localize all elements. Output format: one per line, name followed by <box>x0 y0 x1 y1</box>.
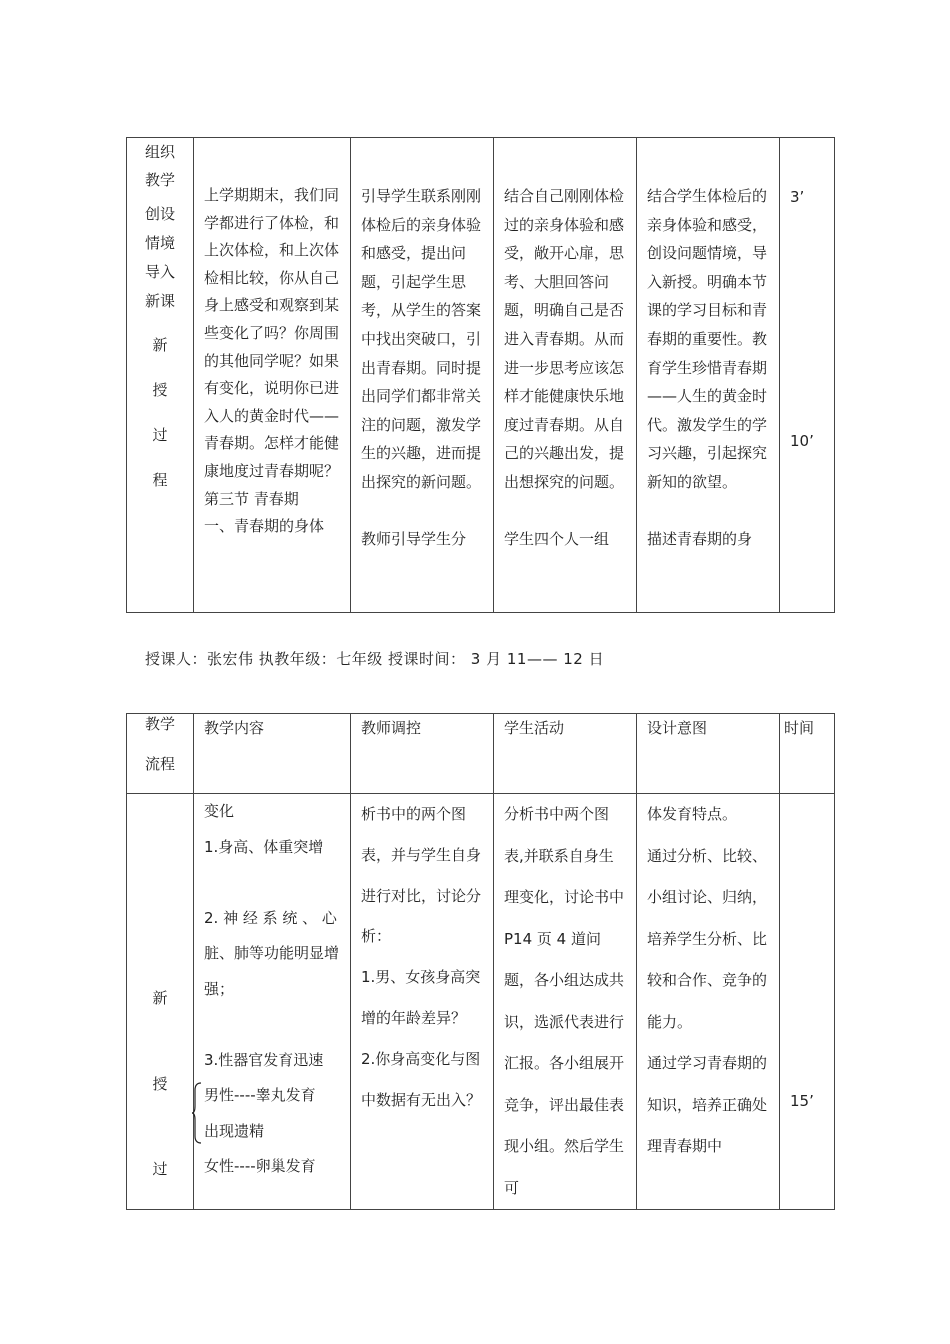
time-cell-2 <box>780 794 835 1210</box>
header-flow-label: 教学 流程 <box>144 715 175 773</box>
flow-cell <box>127 138 194 613</box>
time-10min: 10’ <box>790 432 814 450</box>
header-content <box>194 714 351 794</box>
header-student-label: 学生活动 <box>504 719 565 737</box>
header-time-label: 时间 <box>784 719 815 737</box>
student-cell-2 <box>494 794 637 1210</box>
student-cell <box>494 138 637 613</box>
content-text: 上学期期末，我们同学都进行了体检，和上次体检，和上次体检相比较，你从自己身上感受和观察到某些变化了吗？你周围的其他同学呢？如果有变化，说明你已进入人的黄金时代——青春期。怎样才能健康地度过青春期呢？ 第三节 青春期 一、青春期的身体 <box>204 186 340 536</box>
teacher-cell <box>351 138 494 613</box>
teacher-cell-2 <box>351 794 494 1210</box>
header-time <box>780 714 835 794</box>
design-cell-2 <box>637 794 780 1210</box>
teacher-text-2: 析书中的两个图表，并与学生自身进行对比，讨论分析： 1.男、女孩身高突增的年龄差异？ 2.你身高变化与图中数据有无出入？ <box>361 805 482 1109</box>
header-teacher <box>351 714 494 794</box>
content-cell <box>194 138 351 613</box>
flow-new-lesson: 新 授 过 程 <box>152 336 168 489</box>
design-text-2: 体发育特点。 通过分析、比较、小组讨论、归纳，培养学生分析、比较和合作、竞争的能力。 通过学习青春期的知识，培养正确处理青春期中 <box>647 805 768 1155</box>
header-student <box>494 714 637 794</box>
lesson-table-2 <box>126 713 835 1210</box>
student-text: 结合自己刚刚体检过的亲身体验和感受，敞开心扉，思考、大胆回答问题，明确自己是否进入青春期。从而进一步思考应该怎样才能健康快乐地度过青春期。从自己的兴趣出发，提出想探究的问题。 学生四个人一组 <box>504 187 625 549</box>
design-cell <box>637 138 780 613</box>
student-text-2: 分析书中两个图表,并联系自身生理变化，讨论书中 P14 页 4 道问题，各小组达成共识，选派代表进行汇报。各小组展开竞争，评出最佳表现小组。然后学生可 <box>504 805 625 1197</box>
header-content-label: 教学内容 <box>204 719 265 737</box>
flow-new-lesson-2: 新 授 过 <box>152 989 168 1178</box>
design-text: 结合学生体检后的亲身体验和感受，创设问题情境，导入新授。明确本节课的学习目标和青春期的重要性。教育学生珍惜青春期——人生的黄金时代。激发学生的学习兴趣，引起探究新知的欲望。 描述青春期的身 <box>647 187 768 549</box>
flow-intro: 创设 情境 导入 新课 <box>144 205 175 310</box>
flow-cell-2 <box>127 794 194 1210</box>
header-design <box>637 714 780 794</box>
content-cell-2 <box>194 794 351 1210</box>
lesson-caption: 授课人：张宏伟 执教年级：七年级 授课时间： 3 月 11—— 12 日 <box>145 650 605 668</box>
header-flow <box>127 714 194 794</box>
header-teacher-label: 教师调控 <box>361 719 422 737</box>
lesson-table-1 <box>126 137 835 613</box>
time-cell <box>780 138 835 613</box>
flow-organize: 组织 教学 <box>144 143 175 189</box>
teacher-text: 引导学生联系刚刚体检后的亲身体验和感受，提出问题，引起学生思考，从学生的答案中找出突破口，引出青春期。同时提出同学们都非常关注的问题，激发学生的兴趣，进而提出探究的新问题。 教师引导学生分 <box>361 187 482 549</box>
time-15min: 15’ <box>790 1092 814 1110</box>
brace-icon <box>192 1082 202 1144</box>
time-3min: 3’ <box>790 188 805 206</box>
header-design-label: 设计意图 <box>647 719 708 737</box>
content-text-2: 变化 1.身高、体重突增 2. 神 经 系 统 、 心脏、肺等功能明显增强； 3.性器官发育迅速 男性----睾丸发育 出现遗精 女性----卵巢发育 <box>204 802 340 1175</box>
